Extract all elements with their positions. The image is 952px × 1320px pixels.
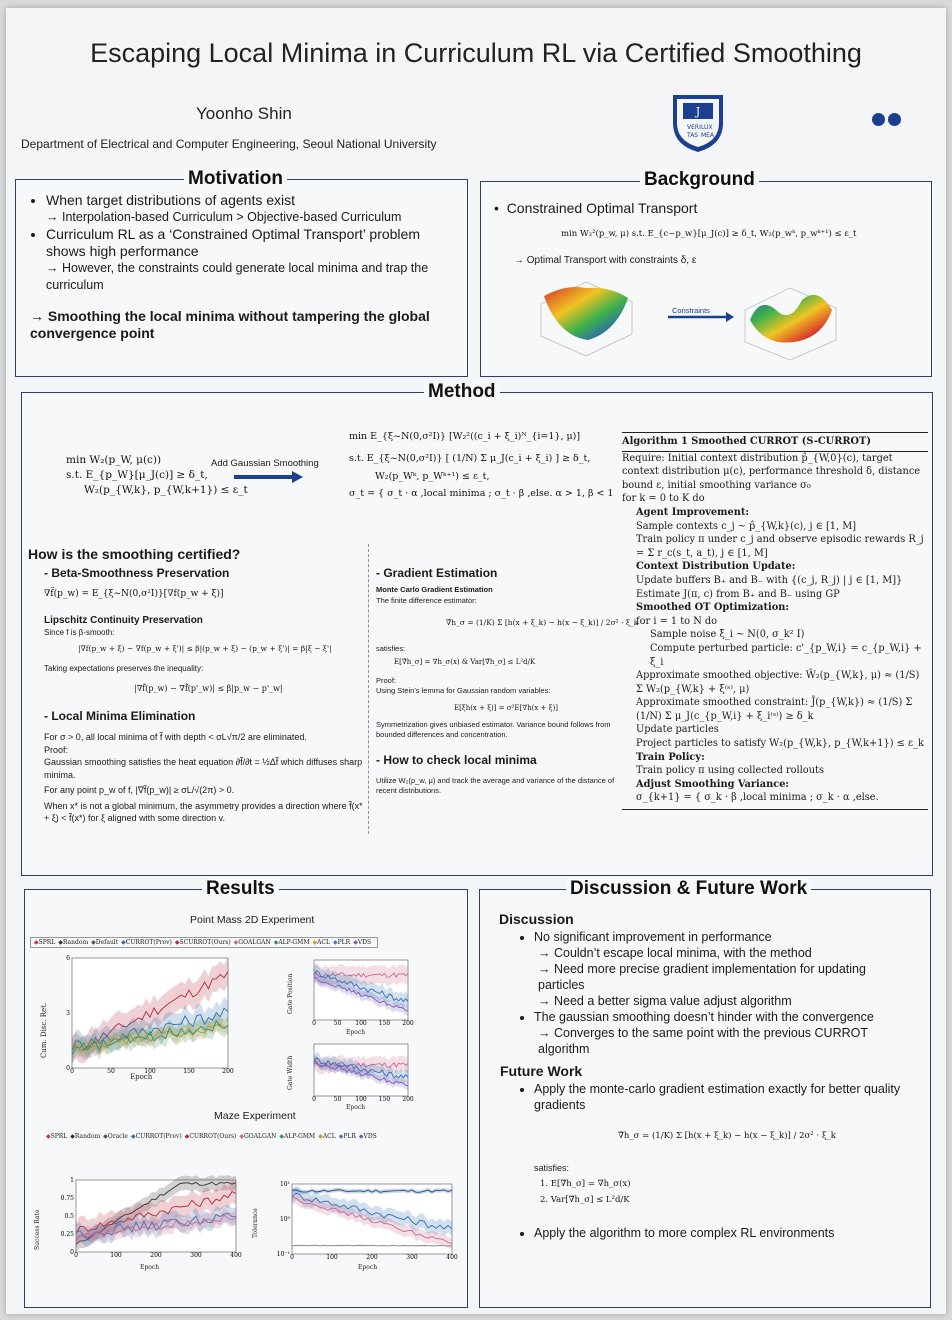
legend-entry	[121, 939, 172, 946]
legend-marker-icon: ◆	[91, 939, 96, 946]
local-minima-elim-title: - Local Minima Elimination	[44, 709, 196, 723]
x-tick-label: 150	[183, 1068, 195, 1075]
discussion-item-1: • No significant improvement in performance → Couldn’t escape local minima, with the method → Need more precise gradient implementation for updating particles → Need a better sigma value adjust algorithm	[534, 929, 908, 1009]
legend-label: ALP-GMM	[284, 1133, 316, 1140]
gradient-title: - Gradient Estimation	[376, 566, 498, 580]
future-work-item-2: • Apply the algorithm to more complex RL environments	[518, 1225, 908, 1241]
legend-marker-icon: ◆	[312, 939, 318, 946]
algorithm-lines	[622, 452, 928, 805]
legend-marker-icon: ◆	[279, 1133, 285, 1140]
legend-entry	[333, 939, 350, 946]
legend-label: GOALGAN	[238, 939, 271, 946]
gradient-satisfies: satisfies:	[376, 644, 406, 653]
legend-entry	[353, 939, 371, 946]
legend-label: GOALGAN	[244, 1133, 277, 1140]
legend-marker-icon: ◆	[333, 939, 338, 946]
algorithm-line: Smoothed OT Optimization:	[636, 602, 790, 614]
gradient-sat-formula: E[∇̂h_σ] = ∇h_σ(x) & Var[∇̂h_σ] ≤ L²d/K	[394, 658, 536, 666]
algorithm-line: σ_{k+1} = { σ_k · β ,local minima ; σ_k · α ,else.	[636, 792, 879, 804]
legend-entry	[131, 1133, 182, 1140]
x-tick-label: 200	[222, 1068, 234, 1075]
maze-success-plot	[60, 1176, 240, 1258]
lipschitz-since: Since f is β-smooth:	[44, 628, 115, 637]
logo-text-3: TAS	[687, 132, 699, 139]
check-minima-text: Utilize W₂(p_w, μ) and track the average and variance of the distance of recent distributions.	[376, 776, 615, 795]
future-sat-2: 2. Var[∇̂h_σ] ≤ L²d/K	[540, 1195, 630, 1205]
svg-text:J: J	[695, 105, 701, 118]
gradient-stein: Using Stein's lemma for Gaussian random variables:	[376, 686, 551, 695]
lipschitz-formula: |∇f(p_w + ξ) − ∇f(p_w + ξ')| ≤ β|(p_w + ξ) − (p_w + ξ')| = β|ξ − ξ'|	[78, 644, 332, 653]
university-logo	[665, 89, 731, 155]
legend-marker-icon: ◆	[34, 939, 39, 946]
future-work-title: Future Work	[500, 1063, 583, 1079]
local-minima-elim-text: For σ > 0, all local minima of f̃ with depth < σL√π/2 are eliminated. Proof: Gaussian smoothing satisfies the heat equation ∂f̃/∂t = ½Δf̃ which diffuses sharp minima. For any point p_w of f, |∇f̃(p_w)| ≥ σL/√(2π) > 0. When x* is not a global minimum, the asymmetry provides a direction where f̃(x* + ξ) < f̃(x*) for ξ aligned with some direction v.	[44, 732, 363, 823]
algorithm-line: Estimate J(π, c) from B₊ and B₋ using GP	[636, 588, 840, 600]
poster-title: Escaping Local Minima in Curriculum RL via Certified Smoothing	[90, 38, 862, 68]
point-mass-return-plot	[52, 954, 232, 1074]
legend-label: SPRL	[38, 939, 56, 946]
algorithm-line: Adjust Smoothing Variance:	[636, 778, 790, 790]
legend-entry	[239, 1133, 276, 1140]
legend-label: ACL	[317, 939, 331, 946]
legend-marker-icon: ◆	[233, 939, 239, 946]
future-sat-1: 1. E[∇̂h_σ] = ∇h_σ(x)	[540, 1179, 631, 1189]
check-minima-title: - How to check local minima	[376, 753, 537, 767]
x-tick-label: 0	[74, 1252, 78, 1259]
y-tick-label: 3	[66, 1010, 70, 1017]
results-title: Results	[202, 878, 279, 900]
legend-entry	[318, 1133, 336, 1140]
legend-entry	[359, 1133, 377, 1140]
legend-entry	[91, 939, 118, 946]
x-tick-label: 50	[107, 1068, 115, 1075]
point-mass-title: Point Mass 2D Experiment	[190, 914, 315, 926]
x-tick-label: 300	[406, 1254, 418, 1261]
future-work-item-1: • Apply the monte-carlo gradient estimation exactly for better quality gradients	[518, 1081, 908, 1113]
legend-marker-icon: ◆	[239, 1133, 245, 1140]
decorative-dots	[872, 113, 904, 131]
algorithm-line: Train policy π using collected rollouts	[636, 765, 824, 777]
legend-label: PLR	[343, 1133, 356, 1140]
legend-entry	[185, 1133, 237, 1140]
column-divider	[368, 544, 369, 834]
legend-label: PLR	[337, 939, 351, 946]
legend-label: ALP-GMM	[278, 939, 310, 946]
algorithm-line: Sample noise ξ_i ~ N(0, σ_k² I)	[650, 629, 805, 641]
author-name: Yoonho Shin	[196, 104, 292, 123]
legend-marker-icon: ◆	[338, 1133, 344, 1140]
tolerance-ylabel: Tolerance	[252, 1208, 259, 1238]
background-title: Background	[640, 169, 759, 191]
affiliation: Department of Electrical and Computer Engineering, Seoul National University	[21, 137, 437, 151]
x-tick-label: 200	[402, 1020, 414, 1027]
legend-entry	[274, 939, 310, 946]
gate-width-xlabel: Epoch	[346, 1104, 366, 1111]
x-tick-label: 100	[355, 1020, 367, 1027]
success-ylabel: Success Rate	[34, 1209, 41, 1250]
legend-label: Oracle	[107, 1133, 128, 1140]
motivation-bullet-1: • When target distributions of agents exist → Interpolation-based Curriculum > Objective-based Curriculum	[46, 192, 460, 226]
logo-text-1: VERI	[687, 124, 701, 131]
algorithm-line: Train policy π under c_j and observe episodic rewards R_j = Σ r_c(s_t, a_t), j ∈ [1, M]	[636, 534, 924, 559]
surface-plot-constrained	[740, 280, 840, 364]
legend-entry	[339, 1133, 356, 1140]
x-tick-label: 100	[144, 1068, 156, 1075]
discussion-subtitle: Discussion	[499, 911, 574, 927]
x-tick-label: 100	[355, 1096, 367, 1103]
x-tick-label: 0	[312, 1020, 316, 1027]
algorithm-line: Compute perturbed particle: c'_{p_W,i} = c_{p_W,i} + ξ_i	[650, 642, 922, 668]
legend-marker-icon: ◆	[318, 1133, 323, 1140]
legend-label: Random	[74, 1133, 101, 1140]
constraints-arrow-label: Constraints	[672, 306, 710, 315]
return-xlabel: Epoch	[130, 1073, 153, 1081]
maze-tolerance-plot	[276, 1180, 456, 1260]
legend-entry	[46, 1133, 67, 1140]
algorithm-line: Context Distribution Update:	[636, 561, 796, 573]
y-tick-label: 0.5	[64, 1213, 74, 1220]
legend-label: VDS	[357, 939, 372, 946]
x-tick-label: 100	[110, 1252, 122, 1259]
legend-label: ACL	[322, 1133, 336, 1140]
legend-marker-icon: ◆	[353, 939, 358, 946]
legend-entry	[312, 939, 330, 946]
algorithm-line: Agent Improvement:	[636, 506, 750, 518]
maze-legend	[46, 1133, 380, 1140]
legend-marker-icon: ◆	[70, 1133, 75, 1140]
beta-title: - Beta-Smoothness Preservation	[44, 566, 230, 580]
y-tick-label: 0	[70, 1249, 74, 1256]
x-tick-label: 200	[150, 1252, 162, 1259]
algorithm-line: for k = 0 to K do	[622, 493, 705, 505]
legend-label: CURROT(Prev)	[135, 1133, 182, 1140]
x-tick-label: 400	[446, 1254, 458, 1261]
algorithm-line: Require: Initial context distribution p̂_{W,0}(c), target context distribution μ(c), performance threshold δ, distance bound ε, initial smoothing variance σ₀	[622, 452, 921, 491]
legend-marker-icon: ◆	[358, 1133, 364, 1140]
gate-width-ylabel: Gate Width	[287, 1055, 294, 1090]
algorithm-line: Project particles to satisfy W₂(p_{W,k}, p_{W,k+1}) ≤ ε_k	[636, 738, 924, 750]
legend-entry	[58, 939, 88, 946]
smoothing-arrow	[234, 470, 304, 484]
legend-entry	[70, 1133, 100, 1140]
gate-pos-xlabel: Epoch	[346, 1029, 366, 1036]
background-bullet: • Constrained Optimal Transport	[494, 200, 698, 216]
poster	[6, 8, 946, 1314]
x-tick-label: 50	[333, 1096, 342, 1103]
x-tick-label: 50	[333, 1020, 342, 1027]
surface-plot-smooth	[536, 274, 636, 360]
legend-marker-icon: ◆	[273, 939, 279, 946]
background-note: → Optimal Transport with constraints δ, ε	[514, 255, 697, 266]
motivation-content	[30, 192, 460, 342]
y-tick-label: 0	[66, 1065, 70, 1072]
algorithm-box	[622, 432, 928, 810]
discussion-title: Discussion & Future Work	[566, 878, 811, 900]
return-ylabel: Cum. Disc. Ret.	[40, 1002, 48, 1058]
x-tick-label: 200	[402, 1096, 414, 1103]
method-left-formula: min W₂(p_W, μ(c)) s.t. E_{p_W}[μ_J(c)] ≥ δ_t, W₂(p_{W,k}, p_{W,k+1}) ≤ ε_t	[66, 454, 248, 496]
motivation-title: Motivation	[184, 168, 287, 190]
y-tick-label: 10⁻¹	[276, 1251, 290, 1258]
future-formula: ∇̂h_σ = (1/K) Σ [h(x + ξ_k) − h(x − ξ_k)] / 2σ² · ξ_k	[618, 1131, 836, 1141]
legend-marker-icon: ◆	[58, 939, 63, 946]
legend-marker-icon: ◆	[184, 1133, 190, 1140]
legend-label: VDS	[363, 1133, 377, 1140]
y-tick-label: 10¹	[279, 1181, 290, 1188]
legend-entry	[34, 939, 55, 946]
discussion-item-2: • The gaussian smoothing doesn’t hinder with the convergence → Converges to the same point with the previous CURROT algorithm	[534, 1009, 908, 1057]
algorithm-line: Approximate smoothed constraint: J̃(p_{W,k}) ≈ (1/S) Σ (1/N) Σ μ_J(c_{p_W,i} + ξ_i⁽ˢ⁾) ≥ δ_k	[636, 697, 913, 722]
legend-entry	[279, 1133, 315, 1140]
x-tick-label: 200	[366, 1254, 378, 1261]
motivation-bullet-2: • Curriculum RL as a ‘Constrained Optimal Transport’ problem shows high performance → However, the constraints could generate local minima and trap the curriculum	[46, 226, 460, 294]
smoothing-arrow-label: Add Gaussian Smoothing	[211, 458, 319, 469]
algorithm-line: Sample contexts c_j ~ p̂_{W,k}(c), j ∈ [1, M]	[636, 520, 857, 532]
y-tick-label: 0.75	[60, 1195, 74, 1202]
y-tick-label: 10⁰	[279, 1216, 290, 1223]
x-tick-label: 0	[312, 1096, 316, 1103]
legend-entry	[234, 939, 271, 946]
x-tick-label: 0	[290, 1254, 294, 1261]
x-tick-label: 400	[230, 1252, 242, 1259]
method-right-formula: min E_{ξ~N(0,σ²I)} [W₂²((c_i + ξ_i)ᴺ_{i=1}, μ)] s.t. E_{ξ~N(0,σ²I)} [ (1/N) Σ μ_J(c_i + ξ_i) ] ≥ δ_t, W₂(p_Wᵏ, p_Wᵏ⁺¹) ≤ ε_t, σ_t = { σ_t · α ,local minima ; σ_t · β ,else. α > 1, β < 1	[349, 431, 614, 499]
x-tick-label: 300	[190, 1252, 202, 1259]
gate-width-plot	[302, 1040, 412, 1102]
gradient-fd: The finite difference estimator:	[376, 596, 477, 605]
gradient-mc: Monte Carlo Gradient Estimation	[376, 585, 493, 594]
legend-marker-icon: ◆	[130, 1133, 136, 1140]
legend-marker-icon: ◆	[46, 1133, 51, 1140]
x-tick-label: 100	[326, 1254, 338, 1261]
legend-marker-icon: ◆	[174, 939, 180, 946]
legend-label: CURROT(Prev)	[125, 939, 172, 946]
beta-formula: ∇f̃(p_w) = E_{ξ~N(0,σ²I)}[∇f(p_w + ξ)]	[44, 589, 224, 599]
gradient-formula: ∇̂h_σ = (1/K) Σ [h(x + ξ_k) − h(x − ξ_k)] / 2σ² · ξ_k	[446, 618, 639, 627]
discussion-content	[518, 929, 908, 1057]
legend-marker-icon: ◆	[103, 1133, 108, 1140]
algorithm-line: Approximate smoothed objective: W̃₂(p_{W,k}, μ) ≈ (1/S) Σ W₂(p_{W,k} + ξ⁽ˢ⁾, μ)	[636, 670, 920, 695]
logo-text-2: LUX	[701, 124, 713, 131]
maze-title: Maze Experiment	[214, 1110, 296, 1122]
legend-entry	[175, 939, 231, 946]
x-tick-label: 150	[378, 1096, 391, 1103]
gradient-stein-formula: E[ξh(x + ξ)] = σ²E[∇h(x + ξ)]	[454, 704, 558, 712]
tolerance-xlabel: Epoch	[358, 1264, 378, 1271]
algorithm-line: for i = 1 to N do	[636, 615, 718, 627]
lipschitz-formula-2: |∇f̃(p_w) − ∇f̃(p'_w)| ≤ β|p_w − p'_w|	[134, 684, 283, 693]
method-title: Method	[424, 381, 500, 403]
certified-title: How is the smoothing certified?	[28, 546, 241, 562]
algorithm-line: Train Policy:	[636, 751, 705, 763]
x-tick-label: 0	[70, 1068, 74, 1075]
legend-entry	[103, 1133, 128, 1140]
gradient-sym: Symmetrization gives unbiased estimator. Variance bound follows from bounded differences and concentration.	[376, 720, 611, 739]
legend-marker-icon: ◆	[121, 939, 126, 946]
y-tick-label: 0.25	[60, 1231, 74, 1238]
gradient-proof: Proof:	[376, 676, 397, 685]
algorithm-header: Algorithm 1 Smoothed CURROT (S-CURROT)	[622, 432, 928, 452]
legend-label: SPRL	[50, 1133, 68, 1140]
point-mass-legend	[30, 937, 378, 948]
lipschitz-title: Lipschitz Continuity Preservation	[44, 615, 203, 626]
motivation-conclusion: → Smoothing the local minima without tampering the global convergence point	[30, 308, 430, 341]
legend-label: SCURROT(Ours)	[179, 939, 231, 946]
success-xlabel: Epoch	[140, 1264, 160, 1271]
x-tick-label: 150	[378, 1020, 391, 1027]
algorithm-line: Update particles	[636, 724, 719, 736]
y-tick-label: 1	[70, 1177, 74, 1184]
lipschitz-taking: Taking expectations preserves the inequality:	[44, 664, 204, 673]
y-tick-label: 6	[66, 955, 70, 962]
gate-pos-ylabel: Gate Position	[287, 973, 294, 1014]
future-satisfies: satisfies:	[534, 1163, 570, 1173]
gate-position-plot	[302, 956, 412, 1026]
legend-label: CURROT(Ours)	[189, 1133, 237, 1140]
algorithm-line: Update buffers B₊ and B₋ with {(c_j, R_j) | j ∈ [1, M]}	[636, 574, 903, 586]
legend-label: Default	[95, 939, 119, 946]
logo-text-4: MEA	[701, 132, 715, 139]
background-formula: min W₂²(p_w, μ) s.t. E_{c~p_w}[μ_J(c)] ≥ δ_t, W₂(p_wᵏ, p_wᵏ⁺¹) ≤ ε_t	[561, 229, 857, 239]
legend-label: Random	[62, 939, 89, 946]
